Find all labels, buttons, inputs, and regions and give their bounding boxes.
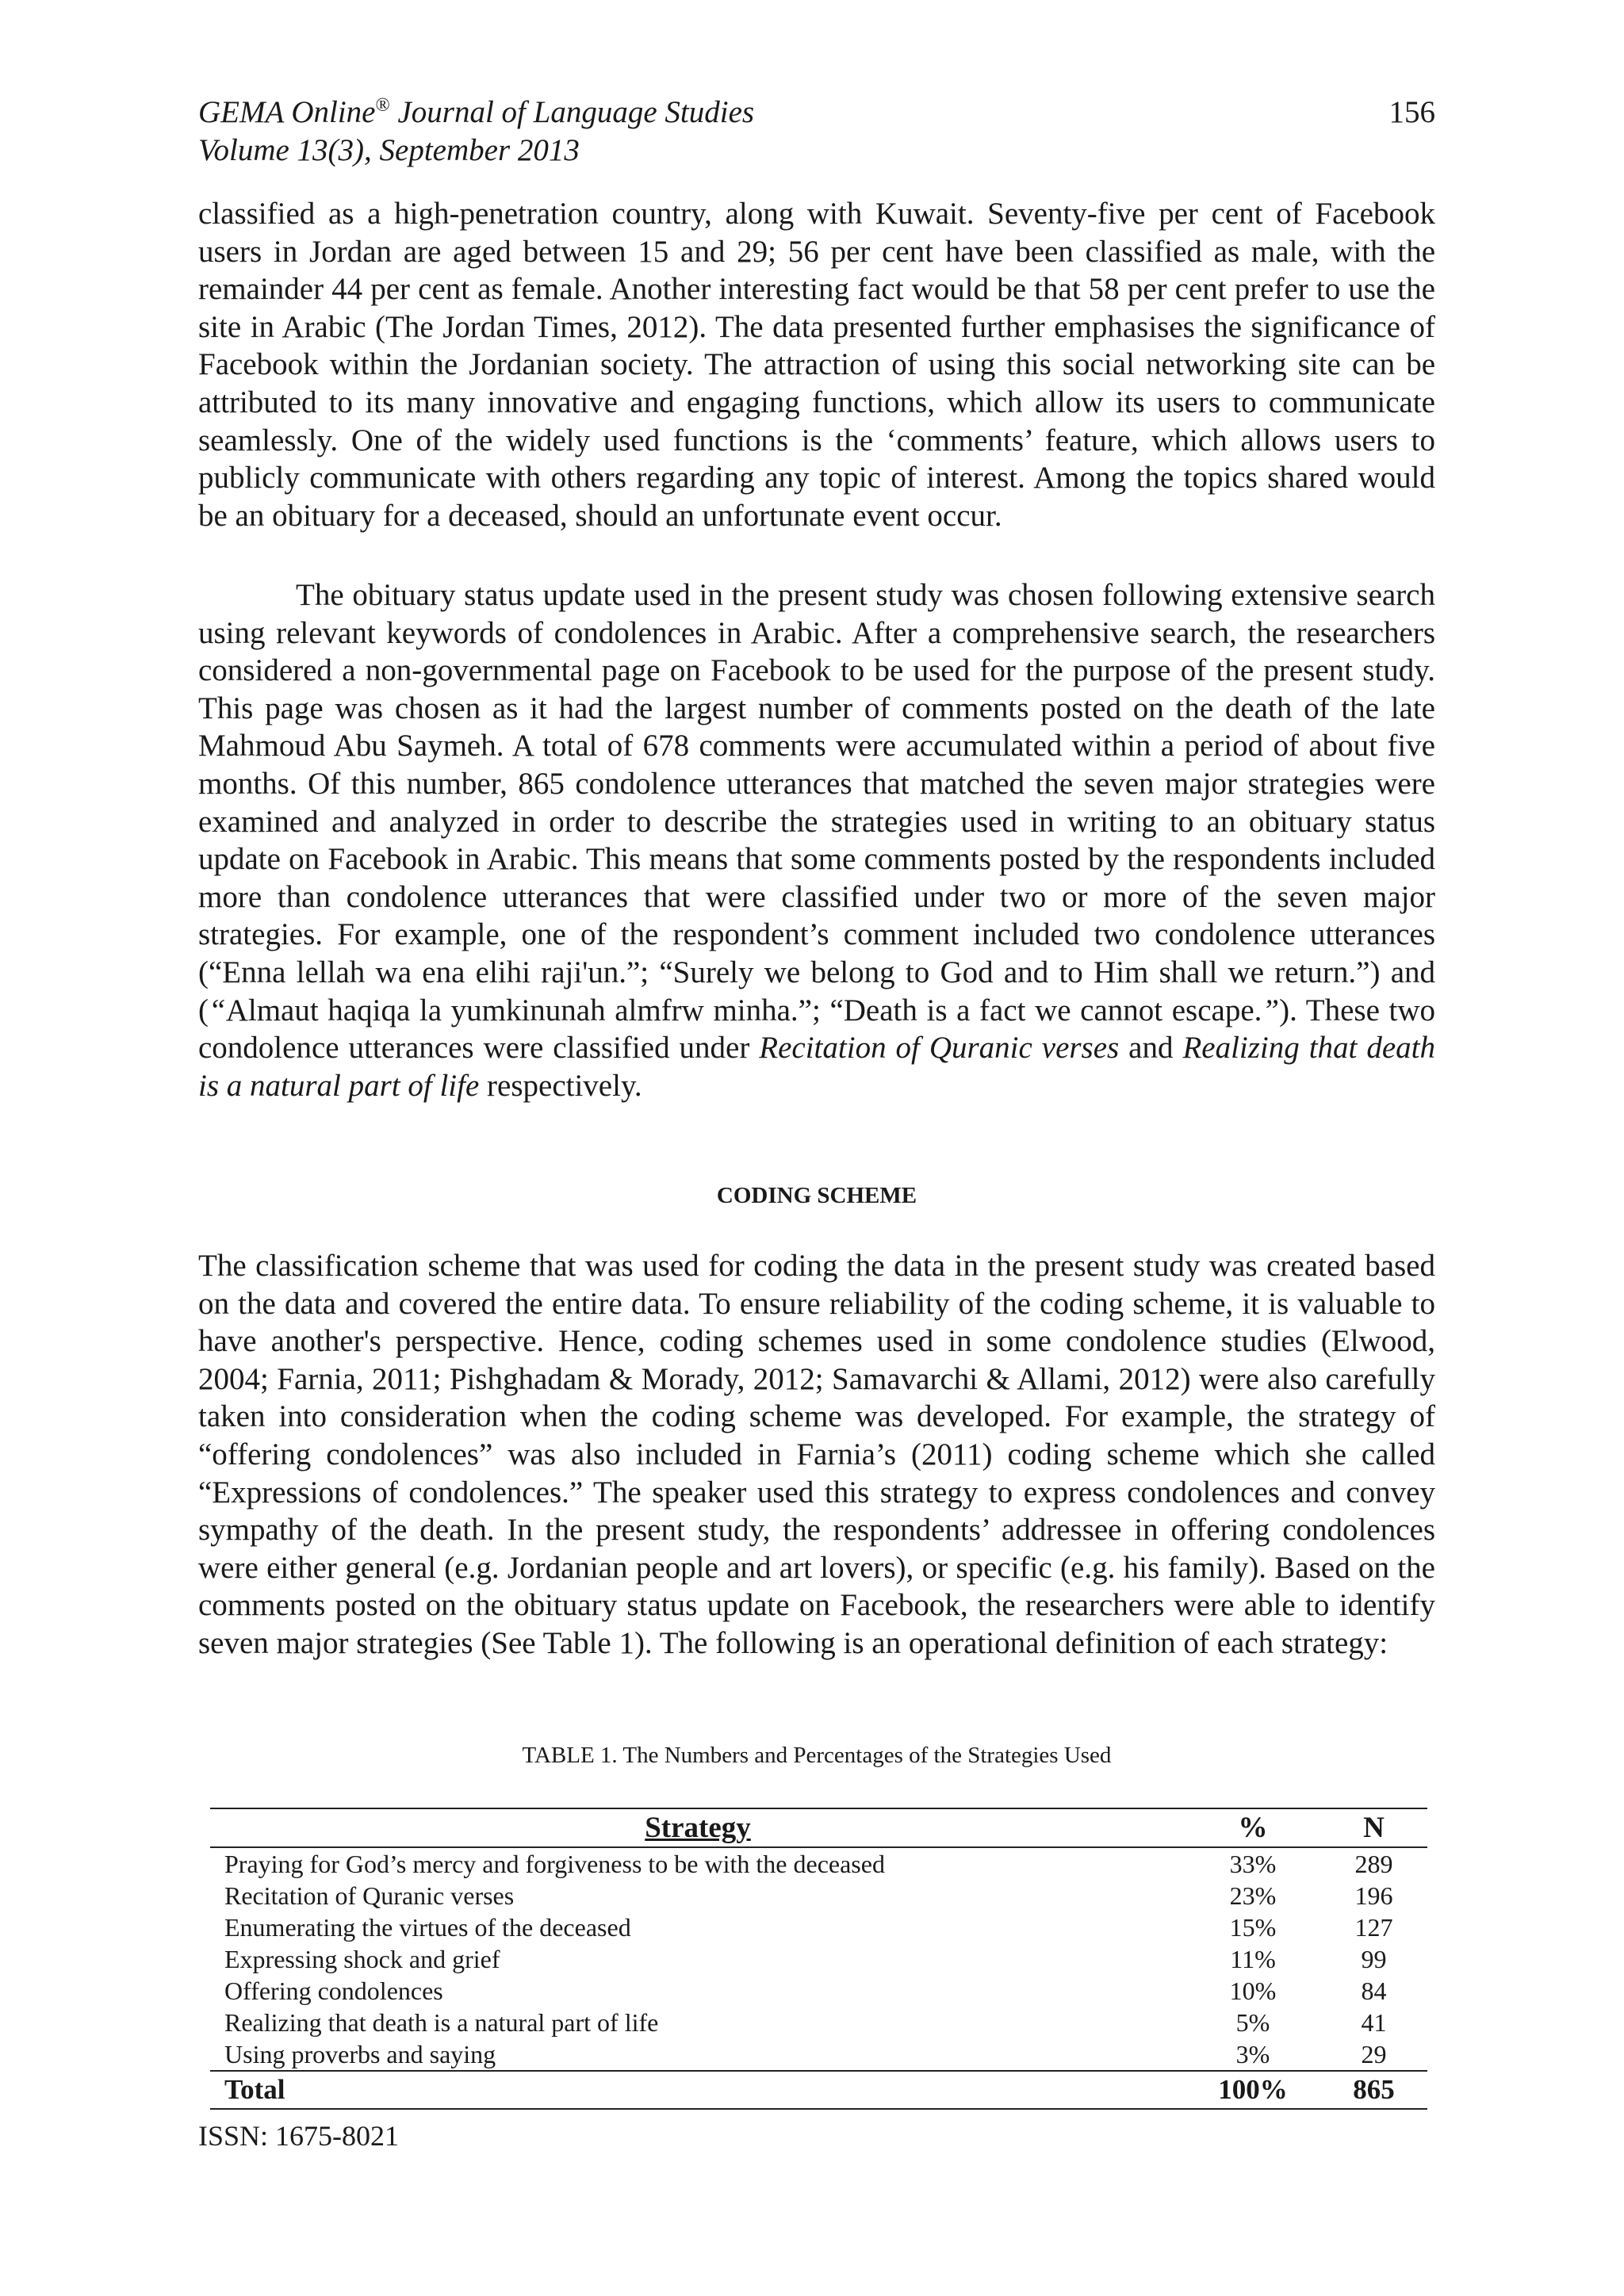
table-row (210, 1847, 1427, 1880)
percent-cell: 11% (1230, 1945, 1276, 1973)
table-caption: TABLE 1. The Numbers and Percentages of the Strategies Used (522, 1743, 1112, 1768)
total-label: Total (210, 2071, 1185, 2109)
n-cell: 99 (1361, 1945, 1387, 1973)
table-row (210, 1880, 1427, 1911)
strategy-cell: Enumerating the virtues of the deceased (224, 1913, 631, 1942)
strategies-table (210, 1808, 1427, 2110)
percent-cell: 15% (1229, 1913, 1277, 1942)
page-header (198, 94, 1435, 170)
section-heading: CODING SCHEME (716, 1183, 917, 1208)
table-row (210, 1975, 1427, 2007)
strategy-cell: Praying for God’s mercy and forgiveness to be with the deceased (224, 1850, 885, 1878)
journal-volume: Volume 13(3), September 2013 (198, 133, 580, 167)
table-row (210, 2007, 1427, 2038)
strategy-cell: Recitation of Quranic verses (224, 1881, 515, 1910)
term-recitation: Recitation of Quranic verses (759, 1031, 1120, 1066)
n-cell: 29 (1361, 2040, 1387, 2068)
page-number: 156 (1388, 95, 1435, 129)
header-percent: % (1185, 1808, 1320, 1847)
percent-cell: 3% (1235, 2040, 1270, 2068)
n-cell: 127 (1354, 1913, 1393, 1942)
issn-footer: ISSN: 1675-8021 (198, 2120, 400, 2152)
percent-cell: 23% (1229, 1881, 1277, 1910)
n-cell: 196 (1354, 1881, 1393, 1910)
strategy-cell: Offering condolences (224, 1976, 443, 2005)
journal-title: GEMA Online® Journal of Language Studies (198, 95, 755, 129)
table-row (210, 1943, 1427, 1975)
paragraph-1: classified as a high-penetration country, along with Kuwait. Seventy-five per cent of Facebook users in Jordan are aged between 15 and 29; 56 per cent have been classified as male, with the remainder 44 per cent as female. Another interesting fact would be that 58 per cent prefer to use the site in Arabic (The Jordan Times, 2012). The data presented further emphasises the significance of Facebook within the Jordanian society. The attraction of using this social networking site can be attributed to its many innovative and engaging functions, which allow its users to communicate seamlessly. One of the widely used functions is the ‘comments’ feature, which allows users to publicly communicate with others regarding any topic of interest. Among the topics shared would be an obituary for a deceased, should an unfortunate event occur. (198, 197, 1435, 533)
n-cell: 289 (1354, 1850, 1393, 1878)
strategy-cell: Using proverbs and saying (224, 2040, 496, 2068)
percent-cell: 33% (1229, 1850, 1277, 1878)
percent-cell: 5% (1235, 2008, 1270, 2037)
term-realizing: Realizing that death is a natural part of life (198, 1031, 1435, 1103)
paragraph-3: The classification scheme that was used for coding the data in the present study was created based on the data and covered the entire data. To ensure reliability of the coding scheme, it is valuable to have another's perspective. Hence, coding schemes used in some condolence studies (Elwood, 2004; Farnia, 2011; Pishghadam & Morady, 2012; Samavarchi & Allami, 2012) were also carefully taken into consideration when the coding scheme was developed. For example, the strategy of “offering condolences” was also included in Farnia’s (2011) coding scheme which she called “Expressions of condolences.” The speaker used this strategy to express condolences and convey sympathy of the death. In the present study, the respondents’ addressee in offering condolences were either general (e.g. Jordanian people and art lovers), or specific (e.g. his family). Based on the comments posted on the obituary status update on Facebook, the researchers were able to identify seven major strategies (See Table 1). The following is an operational definition of each strategy: (198, 1249, 1435, 1660)
n-cell: 84 (1361, 1976, 1387, 2005)
strategy-cell: Realizing that death is a natural part of life (224, 2008, 659, 2037)
table-total-row (210, 2071, 1427, 2109)
header-strategy: Strategy (210, 1808, 1185, 1847)
n-cell: 41 (1361, 2008, 1387, 2037)
header-n: N (1320, 1808, 1427, 1847)
table-header-row (210, 1808, 1427, 1847)
percent-cell: 10% (1229, 1976, 1277, 2005)
strategy-cell: Expressing shock and grief (224, 1945, 500, 1973)
total-percent: 100% (1185, 2071, 1320, 2109)
table-row (210, 2038, 1427, 2071)
total-n: 865 (1320, 2071, 1427, 2109)
paragraph-2: The obituary status update used in the present study was chosen following extensive search using relevant keywords of condolences in Arabic. After a comprehensive search, the researchers considered a non-governmental page on Facebook to be used for the purpose of the present study. This page was chosen as it had the largest number of comments posted on the death of the late Mahmoud Abu Saymeh. A total of 678 comments were accumulated within a period of about five months. Of this number, 865 condolence utterances that matched the seven major strategies were examined and analyzed in order to describe the strategies used in writing to an obituary status update on Facebook in Arabic. This means that some comments posted by the respondents included more than condolence utterances that were classified under two or more of the seven major strategies. For example, one of the respondent’s comment included two condolence utterances (“Enna lellah wa ena elihi raji'un.”; “Surely we belong to God and to Him shall we return.”) and (“Almaut haqiqa la yumkinunah almfrw minha.”; “Death is a fact we cannot escape.”). These two condolence utterances were classified under Recitation of Quranic verses and Realizing that death is a natural part of life respectively. (198, 578, 1436, 1103)
registered-mark: ® (375, 95, 390, 116)
table-row (210, 1911, 1427, 1943)
